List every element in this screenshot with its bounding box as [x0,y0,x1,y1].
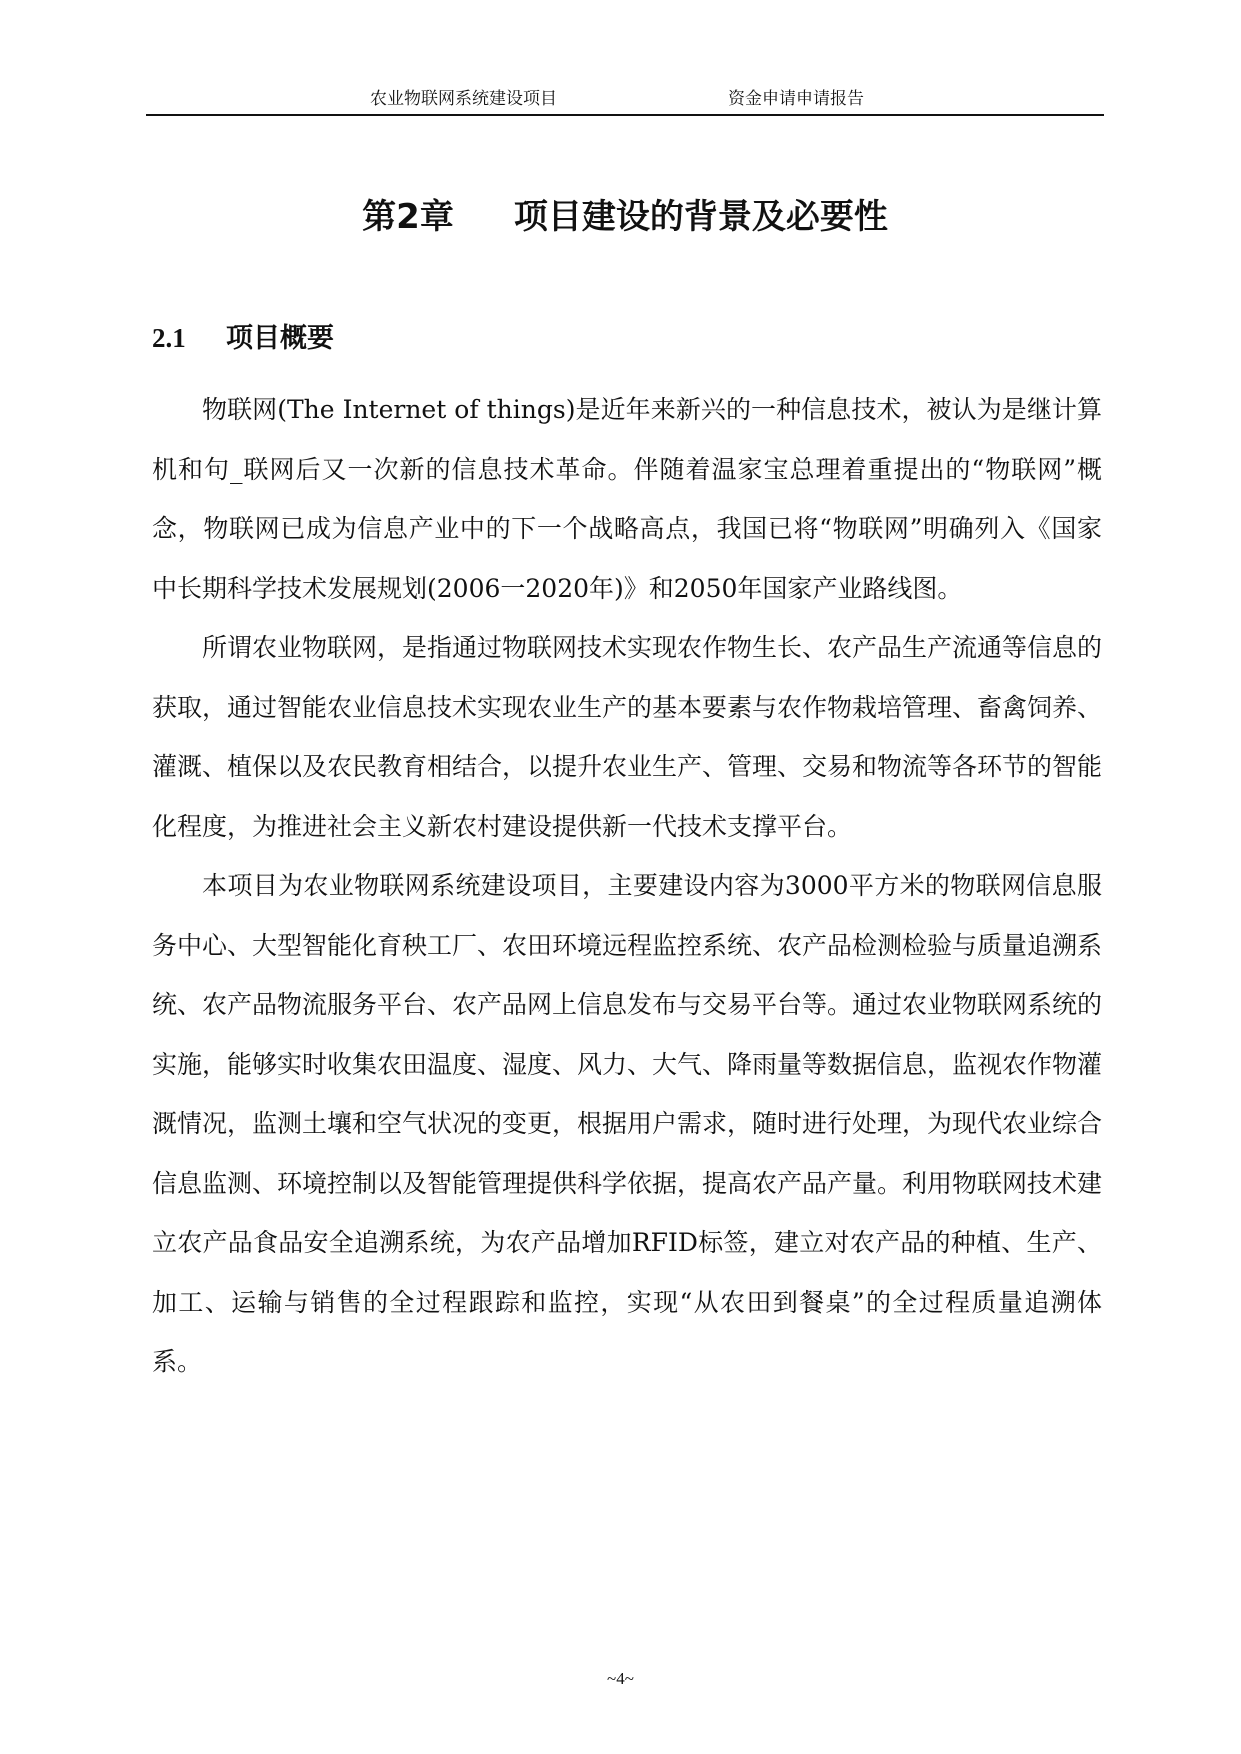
paragraph-agri-iot-definition: 所谓农业物联网，是指通过物联网技术实现农作物生长、农产品生产流通等信息的获取，通过智能农业信息技术实现农业生产的基本要素与农作物栽培管理、畜禽饲养、灌溉、植保以及农民教育相结合，以提升农业生产、管理、交易和物流等各环节的智能化程度，为推进社会主义新农村建设提供新一代技术支撑平台。 [152,633,1103,841]
section-title-text: 项目概要 [226,323,334,354]
header-project-name: 农业物联网系统建设项目 [370,89,557,109]
page-number: ~4~ [607,1669,634,1688]
chapter-number: 第2章 [362,197,454,237]
paragraph-iot-intro: 物联网(The Internet of things)是近年来新兴的一种信息技术，被认为是继计算机和句_联网后又一次新的信息技术革命。伴随着温家宝总理着重提出的“物联网”概念，物联网已成为信息产业中的下一个战略高点，我国已将“物联网”明确列入《国家中长期科学技术发展规划(2006一2020年)》和2050年国家产业路线图。 [152,395,1102,603]
body-text [152,380,1102,1392]
header-report-type: 资金申请申请报告 [728,89,864,109]
running-header [146,86,1104,116]
chapter-heading [146,195,1104,239]
chapter-title-text: 项目建设的背景及必要性 [513,197,888,237]
section-heading [152,320,334,357]
section-number: 2.1 [152,323,186,353]
header-divider [146,114,1104,116]
paragraph-project-content: 本项目为农业物联网系统建设项目，主要建设内容为3000平方米的物联网信息服务中心、大型智能化育秧工厂、农田环境远程监控系统、农产品检测检验与质量追溯系统、农产品物流服务平台、农产品网上信息发布与交易平台等。通过农业物联网系统的实施，能够实时收集农田温度、湿度、风力、大气、降雨量等数据信息，监视农作物灌溉情况，监测土壤和空气状况的变更，根据用户需求，随时进行处理，为现代农业综合信息监测、环境控制以及智能管理提供科学依据，提高农产品产量。利用物联网技术建立农产品食品安全追溯系统，为农产品增加RFID标签，建立对农产品的种植、生产、加工、运输与销售的全过程跟踪和监控，实现“从农田到餐桌”的全过程质量追溯体系。 [152,871,1103,1376]
